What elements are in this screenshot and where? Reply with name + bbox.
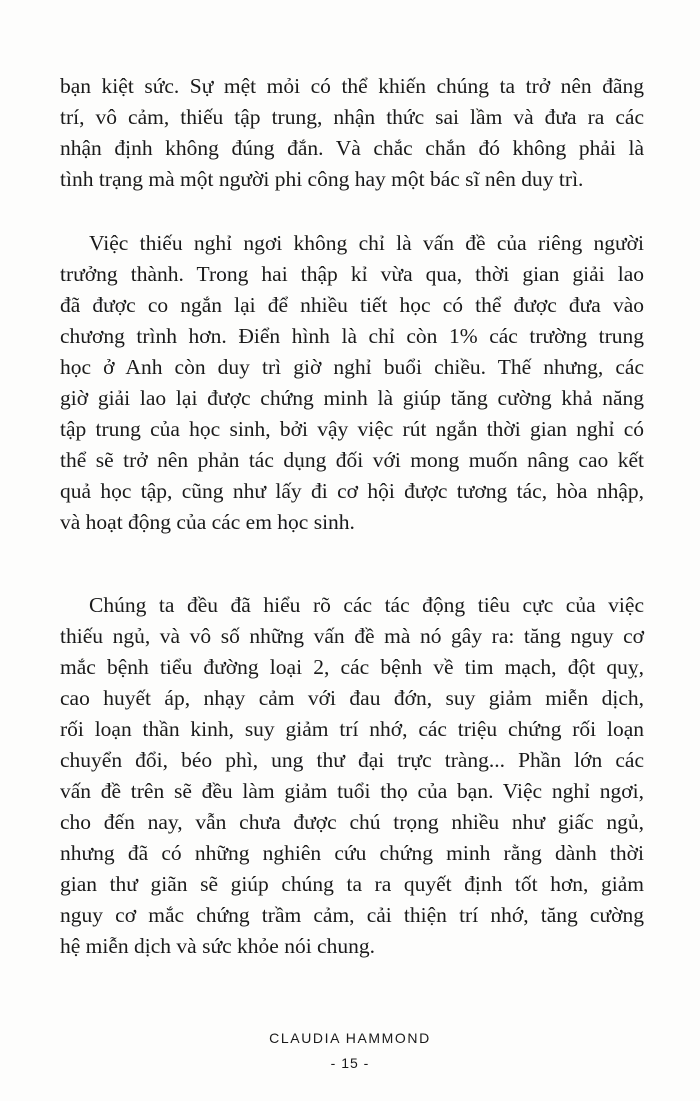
text-line: trí, vô cảm, thiếu tập trung, nhận thức sai lầm và đưa ra các: [60, 105, 644, 129]
running-footer-author: CLAUDIA HAMMOND: [269, 1030, 431, 1046]
text-line: học ở Anh còn duy trì giờ nghỉ buổi chiều. Thế nhưng, các: [60, 355, 644, 379]
text-line: chuyển đổi, béo phì, ung thư đại trực tràng... Phần lớn các: [60, 748, 644, 772]
paragraph-1: [60, 71, 644, 195]
text-line: nhận định không đúng đắn. Và chắc chắn đó không phải là: [60, 136, 644, 160]
text-line: trưởng thành. Trong hai thập kỉ vừa qua, thời gian giải lao: [60, 262, 644, 286]
paragraph-2: [60, 228, 644, 538]
text-line: tình trạng mà một người phi công hay một bác sĩ nên duy trì.: [60, 167, 584, 191]
text-line: nguy cơ mắc chứng trầm cảm, cải thiện trí nhớ, tăng cường: [60, 903, 644, 927]
text-line: đã được co ngắn lại để nhiều tiết học có thể được đưa vào: [60, 293, 644, 317]
text-line: Chúng ta đều đã hiểu rõ các tác động tiêu cực của việc: [89, 593, 644, 617]
text-line: giờ giải lao lại được chứng minh là giúp tăng cường khả năng: [60, 386, 644, 410]
text-line: thể sẽ trở nên phản tác dụng đối với mong muốn nâng cao kết: [60, 448, 644, 472]
text-line: hệ miễn dịch và sức khỏe nói chung.: [60, 934, 375, 958]
text-line: mắc bệnh tiểu đường loại 2, các bệnh về tim mạch, đột quỵ,: [60, 655, 644, 679]
page-number: - 15 -: [330, 1055, 370, 1071]
text-line: cho đến nay, vẫn chưa được chú trọng nhiều như giấc ngủ,: [60, 810, 644, 834]
text-line: Việc thiếu nghỉ ngơi không chỉ là vấn đề của riêng người: [89, 231, 644, 255]
text-line: quả học tập, cũng như lấy đi cơ hội được tương tác, hòa nhập,: [60, 479, 644, 503]
text-line: chương trình hơn. Điển hình là chỉ còn 1% các trường trung: [60, 324, 644, 348]
text-line: gian thư giãn sẽ giúp chúng ta ra quyết định tốt hơn, giảm: [60, 872, 644, 896]
paragraph-3: [60, 590, 644, 962]
text-line: tập trung của học sinh, bởi vậy việc rút ngắn thời gian nghỉ có: [60, 417, 644, 441]
text-line: bạn kiệt sức. Sự mệt mỏi có thể khiến chúng ta trở nên đãng: [60, 74, 644, 98]
text-line: thiếu ngủ, và vô số những vấn đề mà nó gây ra: tăng nguy cơ: [60, 624, 644, 648]
text-line: cao huyết áp, nhạy cảm với đau đớn, suy giảm miễn dịch,: [60, 686, 644, 710]
text-line: vấn đề trên sẽ đều làm giảm tuổi thọ của bạn. Việc nghỉ ngơi,: [60, 779, 644, 803]
text-line: và hoạt động của các em học sinh.: [60, 510, 355, 534]
text-line: rối loạn thần kinh, suy giảm trí nhớ, các triệu chứng rối loạn: [60, 717, 644, 741]
text-line: nhưng đã có những nghiên cứu chứng minh rằng dành thời: [60, 841, 644, 865]
